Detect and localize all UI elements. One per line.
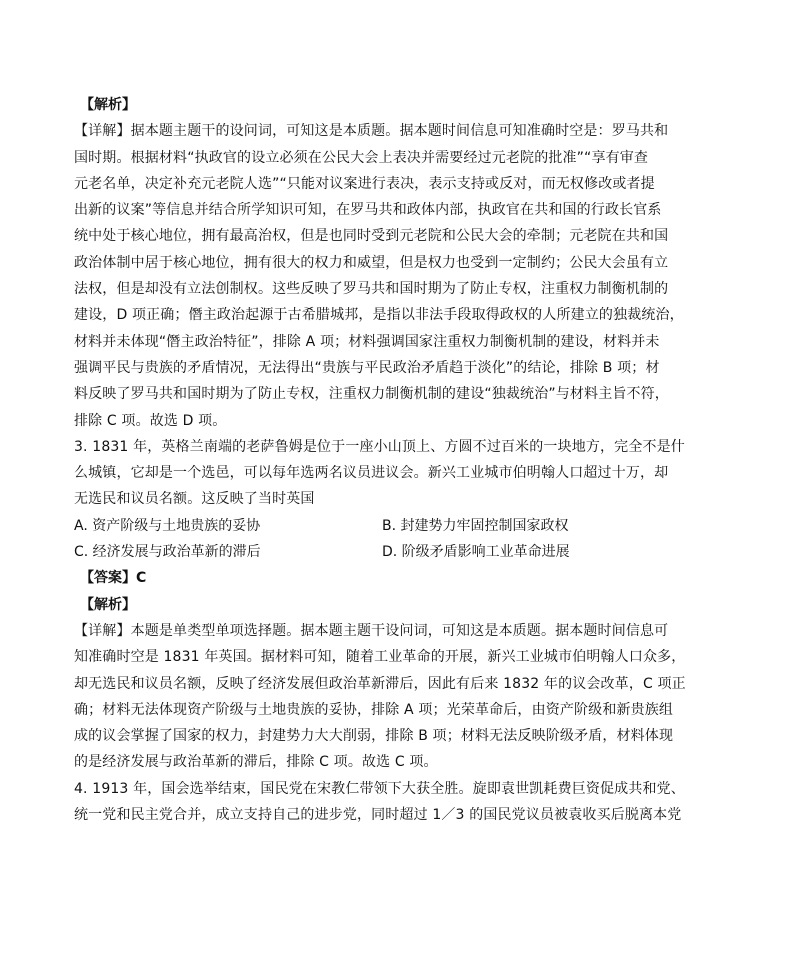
q3-analysis-line: 成的议会掌握了国家的权力，封建势力大大削弱，排除 B 项；材料无法反映阶级矛盾，材料体现 <box>74 728 674 745</box>
q2-analysis-line: 统中处于核心地位，拥有最高治权，但是也同时受到元老院和公民大会的牵制；元老院在共和国 <box>74 228 669 245</box>
q3-stem-line: 无选民和议员名额。这反映了当时英国 <box>74 491 315 508</box>
q2-analysis-line: 法权，但是却没有立法创制权。这些反映了罗马共和国时期为了防止专权，注重权力制衡机制的 <box>74 281 669 298</box>
q2-analysis-line: 出新的议案”等信息并结合所学知识可知，在罗马共和政体内部，执政官在共和国的行政长官系 <box>74 202 662 219</box>
q3-analysis-heading: 【解析】 <box>80 596 136 613</box>
q3-options-row-1 <box>74 513 674 539</box>
q2-analysis-line: 料反映了罗马共和国时期为了防止专权，注重权力制衡机制的建设“独裁统治”与材料主旨不符， <box>74 386 669 403</box>
q2-analysis-line: 【详解】据本题主题干的设问词，可知这是本质题。据本题时间信息可知准确时空是：罗马共和 <box>74 123 669 140</box>
q2-analysis-line: 排除 C 项。故选 D 项。 <box>74 412 227 429</box>
q2-analysis-line: 元老名单，决定补充元老院人选”“只能对议案进行表决，表示支持或反对，而无权修改或者提 <box>74 175 655 192</box>
q2-analysis-heading: 【解析】 <box>80 97 136 113</box>
q2-analysis-line: 建设，D 项正确；僭主政治起源于古希腊城邦，是指以非法手段取得政权的人所建立的独裁统治， <box>74 307 684 324</box>
q3-analysis-line: 的是经济发展与政治革新的滞后，排除 C 项。故选 C 项。 <box>74 754 438 771</box>
q3-option-b: B. 封建势力牢固控制国家政权 <box>382 517 569 534</box>
q4-stem-line: 统一党和民主党合并，成立支持自己的进步党，同时超过 1／3 的国民党议员被袁收买后脱离本党 <box>74 807 682 824</box>
q2-analysis-line: 材料并未体现“僭主政治特征”，排除 A 项；材料强调国家注重权力制衡机制的建设，材料并未 <box>74 333 660 350</box>
q3-stem-line: 么城镇，它却是一个选邑，可以每年选两名议员进议会。新兴工业城市伯明翰人口超过十万，却 <box>74 465 669 482</box>
q4-stem-line: 4. 1913 年，国会选举结束，国民党在宋教仁带领下大获全胜。旋即袁世凯耗费巨资促成共和党、 <box>74 780 685 797</box>
q3-analysis-line: 却无选民和议员名额，反映了经济发展但政治革新滞后，因此有后来 1832 年的议会改革，C 项正 <box>74 675 686 692</box>
q3-analysis-line: 知准确时空是 1831 年英国。据材料可知，随着工业革命的开展，新兴工业城市伯明翰人口众多， <box>74 649 686 666</box>
q2-analysis-line: 国时期。根据材料“执政官的设立必须在公民大会上表决并需要经过元老院的批准”“享有审查 <box>74 149 649 166</box>
q2-analysis-line: 政治体制中居于核心地位，拥有很大的权力和威望，但是权力也受到一定制约；公民大会虽有立 <box>74 254 669 271</box>
q3-stem-line: 3. 1831 年，英格兰南端的老萨鲁姆是位于一座小山顶上、方圆不过百米的一块地方，完全不是什 <box>74 438 685 455</box>
q3-option-d: D. 阶级矛盾影响工业革命进展 <box>382 544 570 561</box>
q2-analysis-line: 强调平民与贵族的矛盾情况，无法得出“贵族与平民政治矛盾趋于淡化”的结论，排除 B 项；材 <box>74 359 660 376</box>
q3-options-row-2 <box>74 539 674 565</box>
q3-option-a: A. 资产阶级与土地贵族的妥协 <box>74 517 261 534</box>
q3-analysis-line: 确；材料无法体现资产阶级与土地贵族的妥协，排除 A 项；光荣革命后，由资产阶级和新贵族组 <box>74 701 674 718</box>
q3-analysis-line: 【详解】本题是单类型单项选择题。据本题主题干设问词，可知这是本质题。据本题时间信息可 <box>74 622 669 639</box>
q3-answer: 【答案】C <box>80 570 147 587</box>
q3-option-c: C. 经济发展与政治革新的滞后 <box>74 544 261 561</box>
page-content <box>74 92 686 828</box>
